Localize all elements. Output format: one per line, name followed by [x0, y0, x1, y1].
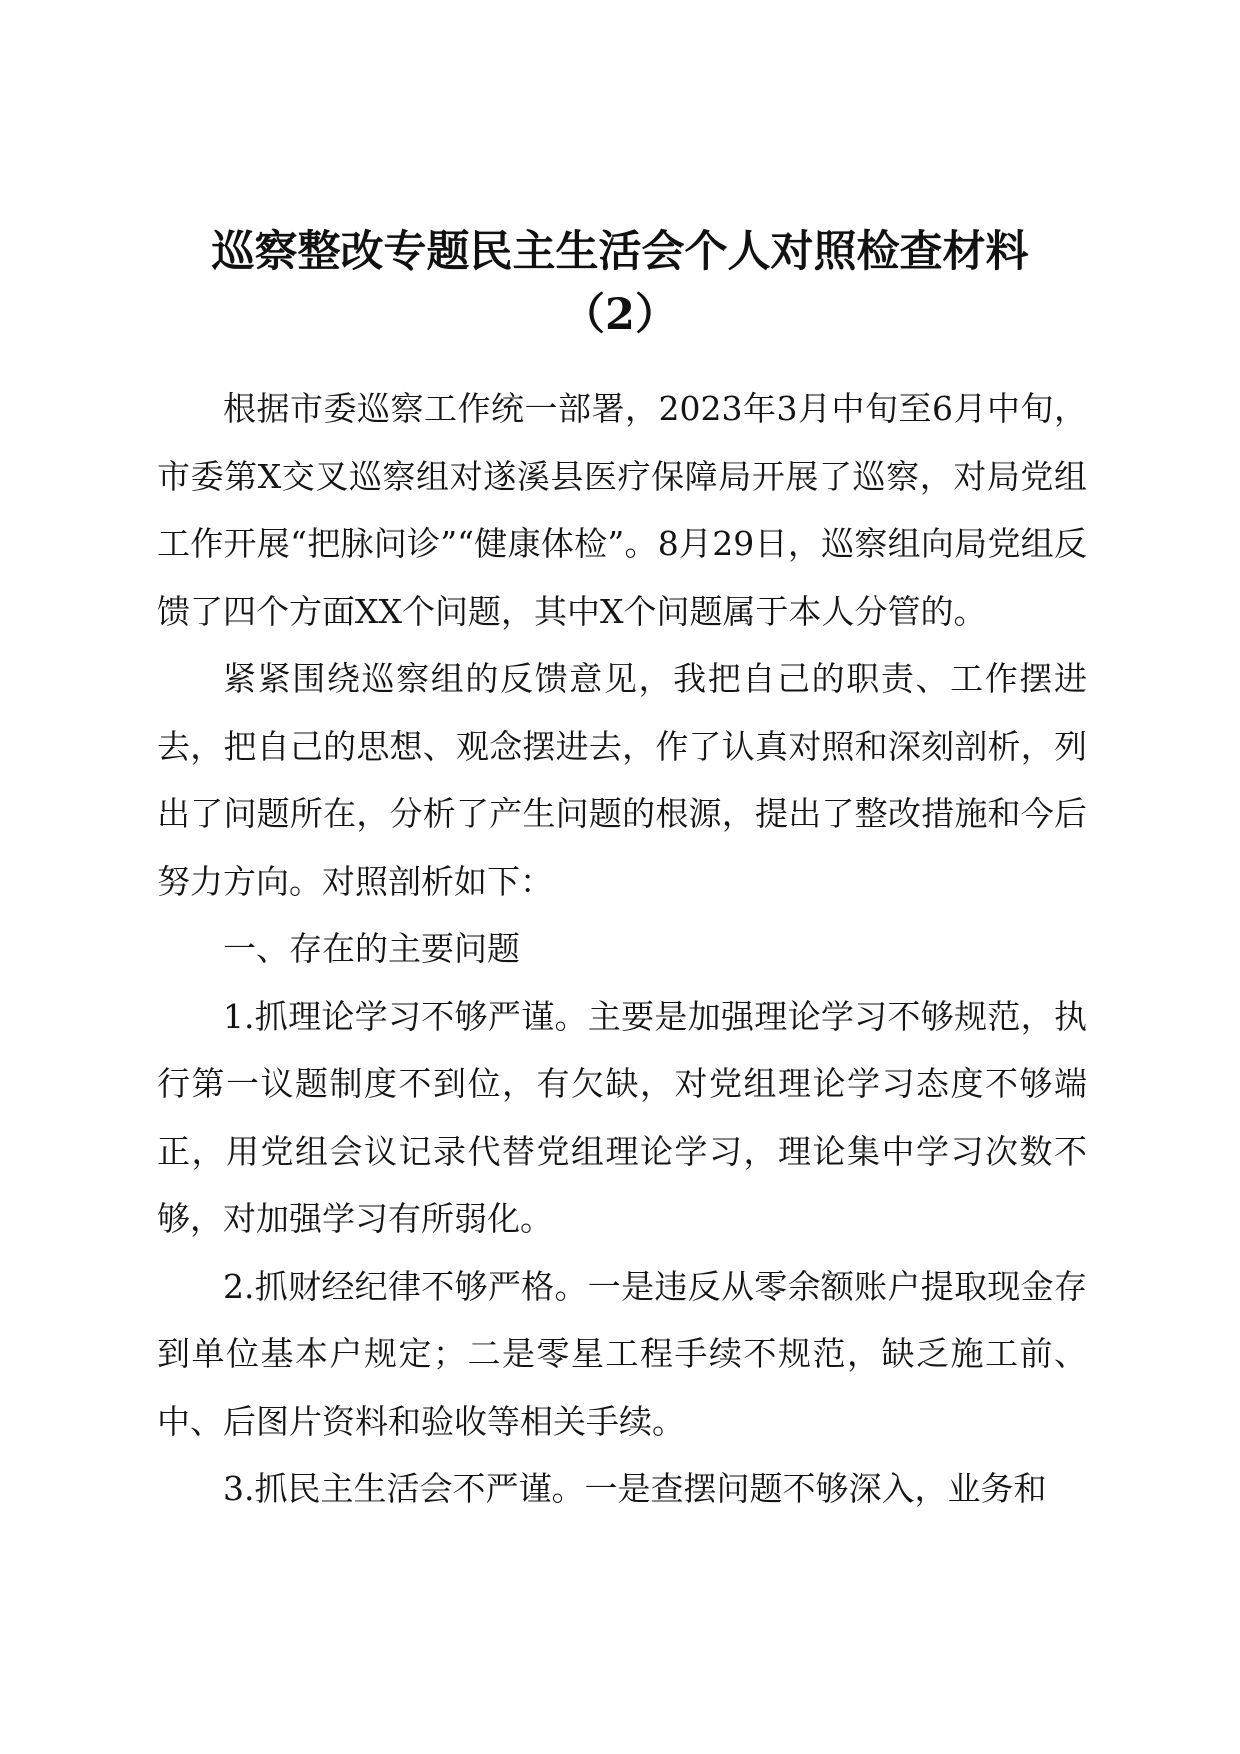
paragraph-intro: 根据市委巡察工作统一部署，2023年3月中旬至6月中旬，市委第X交叉巡察组对遂溪县医疗保障局开展了巡察，对局党组工作开展“把脉问诊”“健康体检”。8月29日，巡察组向局党组反馈了四个方面XX个问题，其中X个问题属于本人分管的。: [157, 389, 1087, 631]
document-body: [157, 375, 1087, 1523]
paragraph-item-2: 2.抓财经纪律不够严格。一是违反从零余额账户提取现金存到单位基本户规定；二是零星工程手续不规范，缺乏施工前、中、后图片资料和验收等相关手续。: [157, 1266, 1087, 1441]
document-title: 巡察整改专题民主生活会个人对照检查材料: [211, 227, 1029, 277]
document-title-number: （2）: [562, 290, 678, 340]
paragraph-item-1: 1.抓理论学习不够严谨。主要是加强理论学习不够规范，执行第一议题制度不到位，有欠缺，对党组理论学习态度不够端正，用党组会议记录代替党组理论学习，理论集中学习次数不够，对加强学习有所弱化。: [157, 996, 1087, 1238]
paragraph-item-3: 3.抓民主生活会不严谨。一是查摆问题不够深入，业务和: [223, 1469, 1047, 1508]
paragraph-overview: 紧紧围绕巡察组的反馈意见，我把自己的职责、工作摆进去，把自己的思想、观念摆进去，作了认真对照和深刻剖析，列出了问题所在，分析了产生问题的根源，提出了整改措施和今后努力方向。对照剖析如下：: [157, 659, 1087, 901]
section-heading: 一、存在的主要问题: [223, 929, 520, 968]
